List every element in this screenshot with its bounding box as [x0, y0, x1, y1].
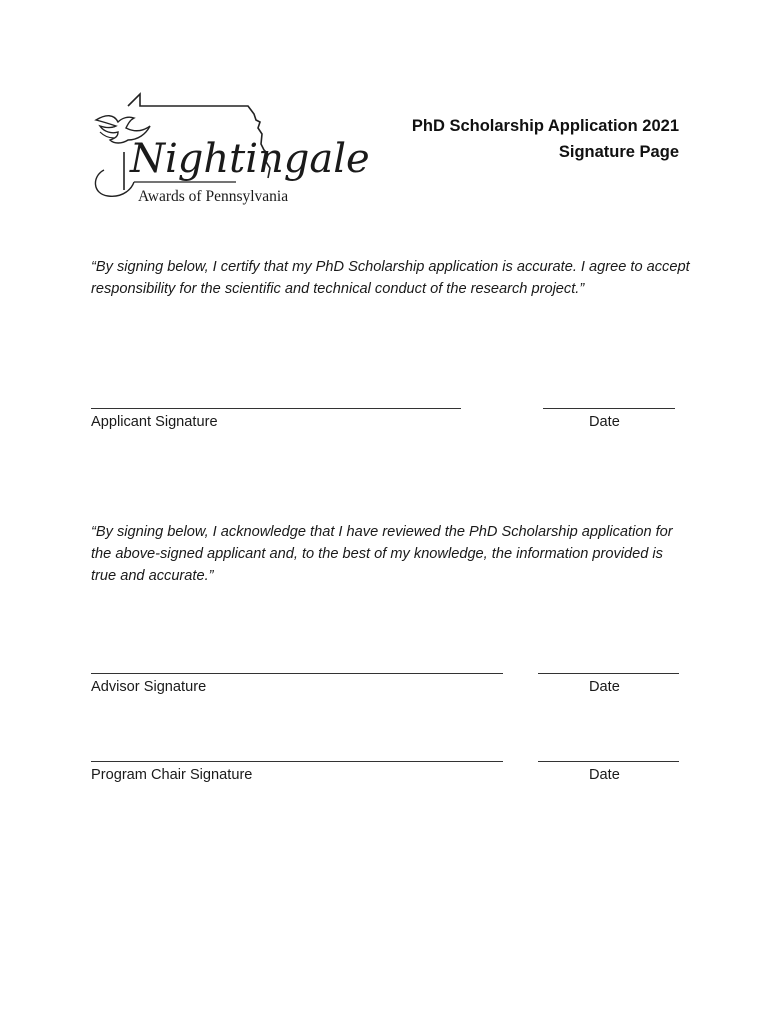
program-chair-date-label: Date	[589, 767, 620, 783]
applicant-signature-line[interactable]	[91, 408, 461, 409]
program-chair-date-line[interactable]	[538, 761, 679, 762]
nightingale-logo	[88, 92, 370, 212]
advisor-signature-label: Advisor Signature	[91, 679, 207, 695]
logo-subtitle: Awards of Pennsylvania	[138, 188, 289, 205]
page-title: PhD Scholarship Application 2021	[411, 117, 679, 135]
program-chair-signature-label: Program Chair Signature	[91, 767, 253, 783]
applicant-signature-row	[0, 396, 770, 436]
program-chair-signature-line[interactable]	[91, 761, 503, 762]
applicant-signature-label: Applicant Signature	[91, 414, 218, 430]
advisor-statement: “By signing below, I acknowledge that I have reviewed the PhD Scholarship application for the above-signed applicant and, to the best of my knowledge, the information provided is true and accurate.”	[91, 524, 673, 584]
applicant-date-label: Date	[589, 414, 620, 430]
logo-wordmark: Nightingale	[130, 136, 370, 182]
applicant-statement: “By signing below, I certify that my PhD Scholarship application is accurate. I agree to accept responsibility for the scientific and technical conduct of the research project.”	[91, 259, 690, 297]
advisor-date-line[interactable]	[538, 673, 679, 674]
program-chair-signature-row	[0, 749, 770, 789]
advisor-signature-row	[0, 661, 770, 701]
advisor-date-label: Date	[589, 679, 620, 695]
page-subtitle: Signature Page	[558, 143, 679, 161]
advisor-signature-line[interactable]	[91, 673, 503, 674]
applicant-date-line[interactable]	[543, 408, 675, 409]
header-title-block	[412, 113, 679, 165]
